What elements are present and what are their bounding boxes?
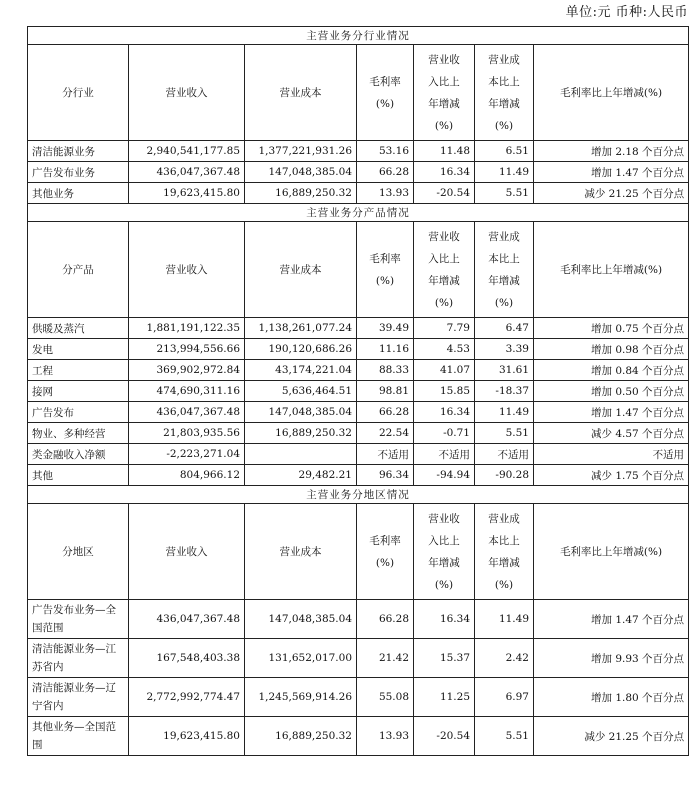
header-margin: [357, 504, 414, 600]
cell-cost: 147,048,385.04: [245, 402, 357, 423]
header-revenue-change-line: 年增减: [428, 97, 460, 110]
cell-cost: 16,889,250.32: [245, 717, 357, 756]
cell-revenue-change: -94.94: [414, 465, 475, 486]
header-cost-change: [475, 222, 534, 318]
cell-margin: 21.42: [357, 639, 414, 678]
row-name: 其他: [28, 465, 129, 486]
cell-margin-change: 不适用: [534, 444, 689, 465]
cell-cost-change: 11.49: [475, 162, 534, 183]
header-margin-change: 毛利率比上年增减(%): [534, 504, 689, 600]
cell-margin: 55.08: [357, 678, 414, 717]
header-revenue-change: [414, 45, 475, 141]
cell-margin: 88.33: [357, 360, 414, 381]
cell-cost-change: 不适用: [475, 444, 534, 465]
row-name: 物业、多种经营: [28, 423, 129, 444]
header-revenue-change: [414, 504, 475, 600]
cell-cost: 1,245,569,914.26: [245, 678, 357, 717]
header-margin-line: (%): [375, 97, 395, 110]
cell-revenue: 436,047,367.48: [129, 162, 245, 183]
cell-cost-change: 2.42: [475, 639, 534, 678]
cell-cost: 1,138,261,077.24: [245, 318, 357, 339]
table-row: [28, 141, 689, 162]
cell-cost-change: 5.51: [475, 183, 534, 204]
cell-cost-change: 6.47: [475, 318, 534, 339]
section-title-row: [28, 27, 689, 45]
row-name: 广告发布: [28, 402, 129, 423]
header-cost-change-line: 年增减: [488, 556, 520, 569]
table-row: [28, 423, 689, 444]
header-cost-change-line: 年增减: [488, 97, 520, 110]
table-row: [28, 162, 689, 183]
header-cost-change-line: 本比上: [488, 75, 520, 88]
cell-margin: 66.28: [357, 600, 414, 639]
header-cost-change-line: (%): [494, 119, 514, 132]
cell-margin-change: 增加 0.75 个百分点: [534, 318, 689, 339]
cell-cost: 16,889,250.32: [245, 183, 357, 204]
header-cost: 营业成本: [245, 45, 357, 141]
cell-cost: 131,652,017.00: [245, 639, 357, 678]
cell-cost-change: -18.37: [475, 381, 534, 402]
cell-margin: 13.93: [357, 183, 414, 204]
table-row: [28, 465, 689, 486]
cell-revenue-change: -20.54: [414, 183, 475, 204]
header-revenue-change-line: 年增减: [428, 274, 460, 287]
cell-margin: 98.81: [357, 381, 414, 402]
header-revenue-change-line: (%): [434, 578, 454, 591]
header-revenue: 营业收入: [129, 45, 245, 141]
header-cost: 营业成本: [245, 222, 357, 318]
header-revenue-change-line: 年增减: [428, 556, 460, 569]
section-title-row: [28, 204, 689, 222]
header-cost-change-line: (%): [494, 578, 514, 591]
header-revenue-change-line: (%): [434, 119, 454, 132]
cell-revenue-change: 15.37: [414, 639, 475, 678]
cell-revenue-change: 11.25: [414, 678, 475, 717]
header-margin-line: 毛利率: [369, 534, 401, 547]
table-row: [28, 639, 689, 678]
header-margin-line: 毛利率: [369, 75, 401, 88]
cell-margin-change: 增加 1.47 个百分点: [534, 162, 689, 183]
cell-revenue-change: 16.34: [414, 600, 475, 639]
cell-cost: 147,048,385.04: [245, 600, 357, 639]
row-name: 清洁能源业务: [28, 141, 129, 162]
cell-revenue: 1,881,191,122.35: [129, 318, 245, 339]
cell-margin-change: 增加 0.50 个百分点: [534, 381, 689, 402]
cell-revenue-change: 不适用: [414, 444, 475, 465]
table-row: [28, 381, 689, 402]
cell-margin-change: 增加 1.47 个百分点: [534, 600, 689, 639]
cell-margin: 13.93: [357, 717, 414, 756]
cell-margin: 96.34: [357, 465, 414, 486]
header-revenue-change-line: 入比上: [428, 75, 460, 88]
cell-margin: 22.54: [357, 423, 414, 444]
header-category: 分产品: [28, 222, 129, 318]
cell-cost: 5,636,464.51: [245, 381, 357, 402]
header-cost-change-line: 本比上: [488, 252, 520, 265]
cell-revenue-change: -0.71: [414, 423, 475, 444]
table-row: [28, 183, 689, 204]
cell-revenue-change: 7.79: [414, 318, 475, 339]
unit-currency-label: 单位:元 币种:人民币: [565, 5, 688, 20]
header-cost-change-line: 年增减: [488, 274, 520, 287]
cell-cost-change: -90.28: [475, 465, 534, 486]
cell-revenue: 2,772,992,774.47: [129, 678, 245, 717]
header-cost-change-line: 营业成: [488, 512, 520, 525]
header-revenue-change: [414, 222, 475, 318]
header-revenue-change-line: 营业收: [428, 53, 460, 66]
cell-cost-change: 11.49: [475, 402, 534, 423]
row-name: 类金融收入净额: [28, 444, 129, 465]
header-cost-change-line: 营业成: [488, 53, 520, 66]
cell-margin: 53.16: [357, 141, 414, 162]
cell-cost: 147,048,385.04: [245, 162, 357, 183]
cell-margin: 11.16: [357, 339, 414, 360]
cell-margin-change: 增加 2.18 个百分点: [534, 141, 689, 162]
header-category: 分行业: [28, 45, 129, 141]
row-name: 供暖及蒸汽: [28, 318, 129, 339]
header-revenue: 营业收入: [129, 222, 245, 318]
header-margin-line: (%): [375, 556, 395, 569]
cell-revenue: 436,047,367.48: [129, 600, 245, 639]
cell-cost: 1,377,221,931.26: [245, 141, 357, 162]
header-revenue-change-line: (%): [434, 296, 454, 309]
row-name: 广告发布业务: [28, 162, 129, 183]
table-row: [28, 318, 689, 339]
cell-cost-change: 6.97: [475, 678, 534, 717]
cell-cost: 29,482.21: [245, 465, 357, 486]
cell-revenue: -2,223,271.04: [129, 444, 245, 465]
section-title: 主营业务分行业情况: [28, 27, 689, 45]
header-margin-line: (%): [375, 274, 395, 287]
cell-margin-change: 减少 4.57 个百分点: [534, 423, 689, 444]
cell-cost-change: 6.51: [475, 141, 534, 162]
header-revenue: 营业收入: [129, 504, 245, 600]
cell-margin-change: 减少 21.25 个百分点: [534, 183, 689, 204]
header-cost-change-line: (%): [494, 296, 514, 309]
cell-revenue: 436,047,367.48: [129, 402, 245, 423]
cell-revenue: 167,548,403.38: [129, 639, 245, 678]
section-title: 主营业务分地区情况: [28, 486, 689, 504]
cell-revenue: 21,803,935.56: [129, 423, 245, 444]
cell-cost-change: 11.49: [475, 600, 534, 639]
cell-cost-change: 5.51: [475, 423, 534, 444]
header-margin-change: 毛利率比上年增减(%): [534, 222, 689, 318]
header-row: [28, 504, 689, 600]
cell-cost: 190,120,686.26: [245, 339, 357, 360]
header-margin-line: 毛利率: [369, 252, 401, 265]
header-cost-change-line: 本比上: [488, 534, 520, 547]
section-title-row: [28, 486, 689, 504]
header-margin: [357, 45, 414, 141]
table-row: [28, 444, 689, 465]
header-margin-change: 毛利率比上年增减(%): [534, 45, 689, 141]
header-cost-change: [475, 45, 534, 141]
header-cost-change: [475, 504, 534, 600]
table-row: [28, 360, 689, 381]
header-revenue-change-line: 入比上: [428, 534, 460, 547]
row-name: 发电: [28, 339, 129, 360]
cell-margin-change: 增加 1.80 个百分点: [534, 678, 689, 717]
cell-margin-change: 减少 1.75 个百分点: [534, 465, 689, 486]
header-row: [28, 45, 689, 141]
header-revenue-change-line: 营业收: [428, 512, 460, 525]
cell-revenue-change: 11.48: [414, 141, 475, 162]
row-name: 工程: [28, 360, 129, 381]
cell-revenue: 19,623,415.80: [129, 183, 245, 204]
table-row: [28, 678, 689, 717]
cell-revenue: 19,623,415.80: [129, 717, 245, 756]
cell-margin-change: 增加 9.93 个百分点: [534, 639, 689, 678]
header-row: [28, 222, 689, 318]
cell-cost-change: 5.51: [475, 717, 534, 756]
cell-revenue: 2,940,541,177.85: [129, 141, 245, 162]
cell-revenue-change: 4.53: [414, 339, 475, 360]
cell-revenue: 369,902,972.84: [129, 360, 245, 381]
header-cost-change-line: 营业成: [488, 230, 520, 243]
cell-revenue-change: 15.85: [414, 381, 475, 402]
cell-margin-change: 减少 21.25 个百分点: [534, 717, 689, 756]
header-margin: [357, 222, 414, 318]
row-name: 广告发布业务—全国范围: [28, 600, 129, 639]
cell-revenue-change: 41.07: [414, 360, 475, 381]
main-business-table: [27, 26, 689, 756]
row-name: 其他业务—全国范围: [28, 717, 129, 756]
table-row: [28, 600, 689, 639]
row-name: 清洁能源业务—江苏省内: [28, 639, 129, 678]
cell-revenue-change: 16.34: [414, 162, 475, 183]
row-name: 清洁能源业务—辽宁省内: [28, 678, 129, 717]
header-revenue-change-line: 入比上: [428, 252, 460, 265]
cell-margin: 39.49: [357, 318, 414, 339]
cell-margin: 不适用: [357, 444, 414, 465]
cell-cost-change: 31.61: [475, 360, 534, 381]
section-title: 主营业务分产品情况: [28, 204, 689, 222]
cell-margin-change: 增加 0.98 个百分点: [534, 339, 689, 360]
row-name: 其他业务: [28, 183, 129, 204]
cell-revenue-change: 16.34: [414, 402, 475, 423]
cell-cost: 16,889,250.32: [245, 423, 357, 444]
cell-margin-change: 增加 1.47 个百分点: [534, 402, 689, 423]
cell-revenue-change: -20.54: [414, 717, 475, 756]
cell-revenue: 213,994,556.66: [129, 339, 245, 360]
cell-cost-change: 3.39: [475, 339, 534, 360]
table-row: [28, 717, 689, 756]
cell-cost: [245, 444, 357, 465]
table-row: [28, 339, 689, 360]
row-name: 接网: [28, 381, 129, 402]
table-row: [28, 402, 689, 423]
cell-margin-change: 增加 0.84 个百分点: [534, 360, 689, 381]
cell-revenue: 804,966.12: [129, 465, 245, 486]
cell-margin: 66.28: [357, 402, 414, 423]
header-category: 分地区: [28, 504, 129, 600]
header-cost: 营业成本: [245, 504, 357, 600]
cell-margin: 66.28: [357, 162, 414, 183]
cell-revenue: 474,690,311.16: [129, 381, 245, 402]
header-revenue-change-line: 营业收: [428, 230, 460, 243]
cell-cost: 43,174,221.04: [245, 360, 357, 381]
